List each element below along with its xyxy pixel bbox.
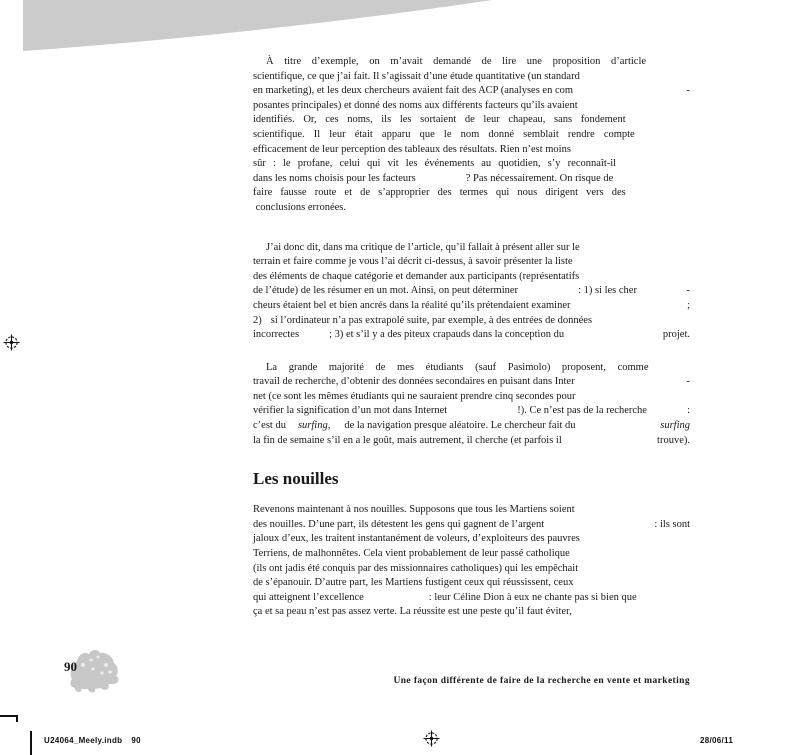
text-line — [253, 84, 690, 99]
text-line — [253, 99, 690, 114]
text-segment: de s’épanouir. D’autre part, les Martiens fustigent ceux qui réussissent, ceux — [253, 577, 574, 589]
print-date: 28/06/11 — [700, 736, 734, 745]
text-segment: ? Pas nécessairement. On risque de — [465, 172, 614, 184]
text-segment: ça et sa peau n’est pas assez verte. La réussite est une peste qu’il faut éviter, — [253, 606, 572, 618]
text-gap — [364, 599, 429, 600]
text-gap — [262, 322, 271, 323]
body-paragraph — [253, 55, 690, 216]
text-line — [253, 284, 690, 299]
text-line — [253, 518, 690, 533]
text-segment: faire fausse route et de s’approprier des termes qui nous dirigent vers des — [253, 187, 626, 199]
text-segment: efficacement de leur perception des tableaux des résultats. Rien n’est moins — [253, 143, 571, 155]
text-segment: identifiés. Or, ces noms, ils les sortaient de leur chapeau, sans fondement — [253, 114, 626, 126]
text-segment: : 1) si les cher — [578, 285, 637, 297]
text-segment: incorrectes — [253, 329, 300, 341]
text-segment: - — [686, 285, 690, 297]
text-line — [253, 186, 690, 201]
text-segment: terrain et faire comme je vous l’ai décrit ci-dessus, à savoir présenter la liste — [253, 256, 573, 268]
text-line — [253, 270, 690, 285]
text-line — [253, 143, 690, 158]
body-paragraph — [253, 503, 690, 620]
text-segment: surfing, — [297, 420, 331, 432]
text-line — [253, 375, 690, 390]
print-file-page: 90 — [131, 736, 141, 745]
text-segment: de la navigation presque aléatoire. Le chercheur fait du — [344, 420, 576, 432]
text-segment: Revenons maintenant à nos nouilles. Supposons que tous les Martiens soient — [253, 504, 575, 516]
text-segment: trouve). — [657, 434, 690, 446]
text-segment: conclusions erronées. — [253, 201, 347, 213]
text-segment: Terriens, de malhonnêtes. Cela vient probablement de leur passé catholique — [253, 548, 570, 560]
print-file-slug — [44, 736, 141, 745]
text-segment: net (ce sont les mêmes étudiants qui ne sauraient prendre cinq secondes pour — [253, 390, 576, 402]
text-segment: de l’étude) de les résumer en un mot. Ainsi, on peut déterminer — [253, 285, 519, 297]
running-title: Une façon différente de faire de la recherche en vente et marketing — [393, 676, 690, 686]
line-tail — [660, 419, 690, 434]
text-segment: (ils ont jadis été conquis par des missionnaires catholiques) qui les empêchait — [253, 562, 579, 574]
text-line — [253, 547, 690, 562]
text-segment: : — [687, 405, 690, 417]
line-tail — [654, 518, 690, 533]
text-line — [253, 314, 690, 329]
body-paragraph — [253, 361, 690, 449]
text-segment: J’ai donc dit, dans ma critique de l’article, qu’il fallait à présent aller sur le — [266, 241, 580, 253]
line-tail — [663, 328, 690, 343]
text-gap — [416, 180, 466, 181]
text-segment: dans les noms choisis pour les facteurs — [253, 172, 416, 184]
text-line — [253, 361, 690, 376]
line-tail — [687, 299, 690, 314]
text-segment: scientifique. Il leur était apparu que le nom donné semblait rendre compte — [253, 128, 635, 140]
text-line — [253, 434, 690, 449]
text-segment: ; — [687, 299, 690, 311]
text-line — [253, 157, 690, 172]
line-tail — [687, 84, 691, 99]
text-column — [253, 55, 690, 638]
text-line — [253, 255, 690, 270]
text-line — [253, 390, 690, 405]
text-segment: : ils sont — [654, 518, 690, 530]
text-segment: !). Ce n’est pas de la recherche — [517, 405, 647, 417]
text-line — [253, 404, 690, 419]
line-tail — [687, 284, 691, 299]
registration-mark-icon — [423, 730, 440, 747]
text-segment: À titre d’exemple, on m’avait demandé de lire une proposition d’article — [266, 56, 647, 67]
crop-mark-icon — [16, 715, 18, 722]
text-segment: - — [686, 85, 690, 97]
text-segment: jaloux d’eux, les traitent instantanément de voleurs, d’exploiteurs des pauvres — [253, 533, 580, 545]
text-gap — [286, 427, 298, 428]
text-segment: si l’ordinateur n’a pas extrapolé suite, par exemple, à des entrées de données — [270, 314, 593, 326]
text-segment: surfing — [660, 420, 690, 432]
text-gap — [447, 412, 517, 413]
text-segment: sûr : le profane, celui qui vit les événements au quotidien, s’y reconnaît-il — [253, 158, 617, 170]
text-segment: cheurs étaient bel et bien ancrés dans la réalité qu’ils prétendaient examiner — [253, 299, 571, 311]
text-line — [253, 328, 690, 343]
text-segment: la fin de semaine s’il en a le goût, mais autrement, il cherche (et parfois il — [253, 434, 562, 446]
text-line — [253, 299, 690, 314]
text-segment: projet. — [662, 329, 690, 341]
page-number: 90 — [64, 659, 77, 674]
text-line — [253, 532, 690, 547]
text-line — [253, 503, 690, 518]
section-heading: Les nouilles — [253, 469, 339, 489]
text-line — [253, 241, 690, 256]
text-segment: 2) — [253, 314, 262, 326]
crop-mark-icon — [30, 731, 32, 755]
text-gap — [518, 292, 578, 293]
text-segment: vérifier la signification d’un mot dans Internet — [253, 405, 448, 417]
registration-mark-icon — [3, 334, 20, 351]
body-paragraph — [253, 241, 690, 343]
line-tail — [687, 375, 691, 390]
text-line — [253, 605, 690, 620]
line-tail — [657, 434, 690, 449]
text-line — [253, 172, 690, 187]
text-line — [253, 201, 690, 216]
text-line — [253, 576, 690, 591]
text-segment: qui atteignent l’excellence — [253, 591, 364, 603]
text-segment: posantes principales) et donné des noms aux différents facteurs qu’ils avaient — [253, 99, 578, 111]
text-line — [253, 419, 690, 434]
text-segment: : leur Céline Dion à eux ne chante pas si bien que — [428, 591, 637, 603]
text-segment: c’est du — [253, 420, 286, 432]
text-line — [253, 562, 690, 577]
text-gap — [299, 336, 329, 337]
print-file-label: U24064_Meely.indb — [44, 736, 123, 745]
text-line — [253, 128, 690, 143]
line-tail — [687, 404, 690, 419]
text-segment: des nouilles. D’une part, ils détestent les gens qui gagnent de l’argent — [253, 518, 545, 530]
text-segment: travail de recherche, d’obtenir des données secondaires en puisant dans Inter — [253, 376, 575, 388]
text-line — [253, 55, 690, 70]
text-segment: La grande majorité de mes étudiants (sauf Pasimolo) proposent, comme — [266, 361, 649, 373]
text-gap — [330, 427, 344, 428]
text-segment: des éléments de chaque catégorie et demander aux participants (représentatifs — [253, 270, 580, 282]
text-segment: - — [686, 376, 690, 388]
text-line — [253, 70, 690, 85]
text-segment: ; 3) et s’il y a des piteux crapauds dans la conception du — [329, 329, 565, 341]
text-segment: en marketing), et les deux chercheurs avaient fait des ACP (analyses en com — [253, 85, 574, 97]
text-segment: scientifique, ce que j’ai fait. Il s’agissait d’une étude quantitative (un standard — [253, 70, 580, 82]
gray-corner-wedge — [0, 0, 800, 54]
text-line — [253, 591, 690, 606]
text-line — [253, 113, 690, 128]
